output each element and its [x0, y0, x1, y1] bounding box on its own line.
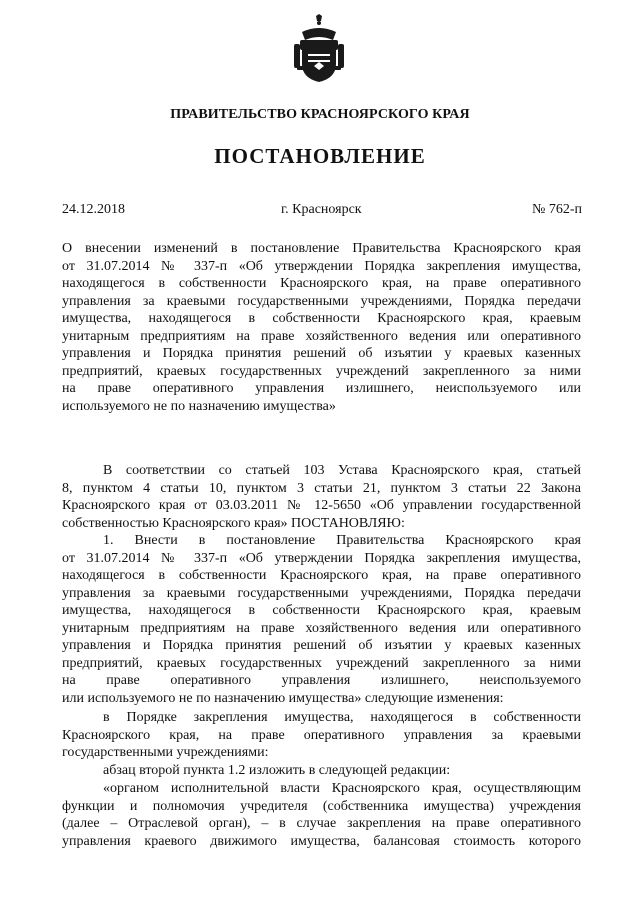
government-name: ПРАВИТЕЛЬСТВО КРАСНОЯРСКОГО КРАЯ [170, 107, 470, 122]
item-1-line: предприятий, краевых государственных учреждений закрепленного за ними [62, 655, 581, 671]
item-1-line: на праве оперативного управления излишнего, неиспользуемого [62, 673, 581, 688]
preamble-block [62, 462, 581, 532]
subject-line: управления и Порядка принятия решений об изъятии у краевых казенных [62, 346, 581, 361]
subject-line: используемого не по назначению имущества» [62, 398, 336, 414]
subject-line: О внесении изменений в постановление Правительства Красноярского края [62, 241, 581, 256]
order-line: в Порядке закрепления имущества, находящегося в собственности [103, 710, 581, 725]
item-1-line: от 31.07.2014 № 337-п «Об утверждении Порядка закрепления имущества, [62, 550, 581, 566]
item-1-block [62, 532, 581, 707]
subject-line: на праве оперативного управления излишнего, неиспользуемого или [62, 381, 581, 396]
subject-block [62, 240, 581, 415]
preamble-line: 8, пунктом 4 статьи 10, пунктом 3 статьи 21, пунктом 3 статьи 22 Закона [62, 480, 581, 496]
order-line: Красноярского края, на праве оперативного управления за краевыми [62, 727, 581, 743]
subject-line: унитарным предприятиям на праве хозяйственного ведения или оперативного [62, 328, 581, 344]
item-1-line: унитарным предприятиям на праве хозяйственного ведения или оперативного [62, 620, 581, 636]
document-date: 24.12.2018 [62, 202, 125, 217]
quote-line: «органом исполнительной власти Красноярского края, осуществляющим [103, 781, 581, 796]
paragraph-block [62, 762, 581, 780]
order-block [62, 709, 581, 762]
item-1-line: управления и Порядка принятия решений об изъятии у краевых казенных [62, 638, 581, 653]
subject-line: управления за краевыми государственными учреждениями, Порядка передачи [62, 293, 581, 309]
item-1-line: управления за краевыми государственными учреждениями, Порядка передачи [62, 585, 581, 601]
item-1-line: находящегося в собственности Красноярского края, на праве оперативного [62, 568, 581, 583]
document-type-title: ПОСТАНОВЛЕНИЕ [214, 144, 426, 168]
preamble-line: собственностью Красноярского края» ПОСТАНОВЛЯЮ: [62, 515, 405, 531]
item-1-line: или используемого не по назначению имущества» следующие изменения: [62, 690, 504, 706]
subject-line: предприятий, краевых государственных учреждений закрепленного за ними [62, 363, 581, 379]
order-line: государственными учреждениями: [62, 745, 269, 760]
subject-line: от 31.07.2014 № 337-п «Об утверждении Порядка закрепления имущества, [62, 258, 581, 274]
subject-line: имущества, находящегося в собственности Красноярского края, краевым [62, 311, 581, 326]
paragraph-line: абзац второй пункта 1.2 изложить в следующей редакции: [103, 763, 451, 778]
coat-of-arms-emblem [294, 14, 344, 84]
item-1-line: имущества, находящегося в собственности Красноярского края, краевым [62, 603, 581, 618]
preamble-line: В соответствии со статьей 103 Устава Красноярского края, статьей [103, 463, 581, 478]
quote-line: (далее – Отраслевой орган), – в случае закрепления на праве оперативного [62, 816, 581, 831]
quote-block [62, 780, 581, 850]
preamble-line: Красноярского края от 03.03.2011 № 12-5650 «Об управлении государственной [62, 498, 581, 513]
item-1-line: 1. Внести в постановление Правительства Красноярского края [103, 533, 581, 548]
document-number: № 762-п [531, 202, 582, 217]
subject-line: находящегося в собственности Красноярского края, на праве оперативного [62, 276, 581, 291]
document-city: г. Красноярск [281, 202, 362, 217]
quote-line: функции и полномочия учредителя (собственника имущества) учреждения [62, 798, 581, 814]
quote-line: управления краевого движимого имущества, балансовая стоимость которого [62, 833, 581, 849]
